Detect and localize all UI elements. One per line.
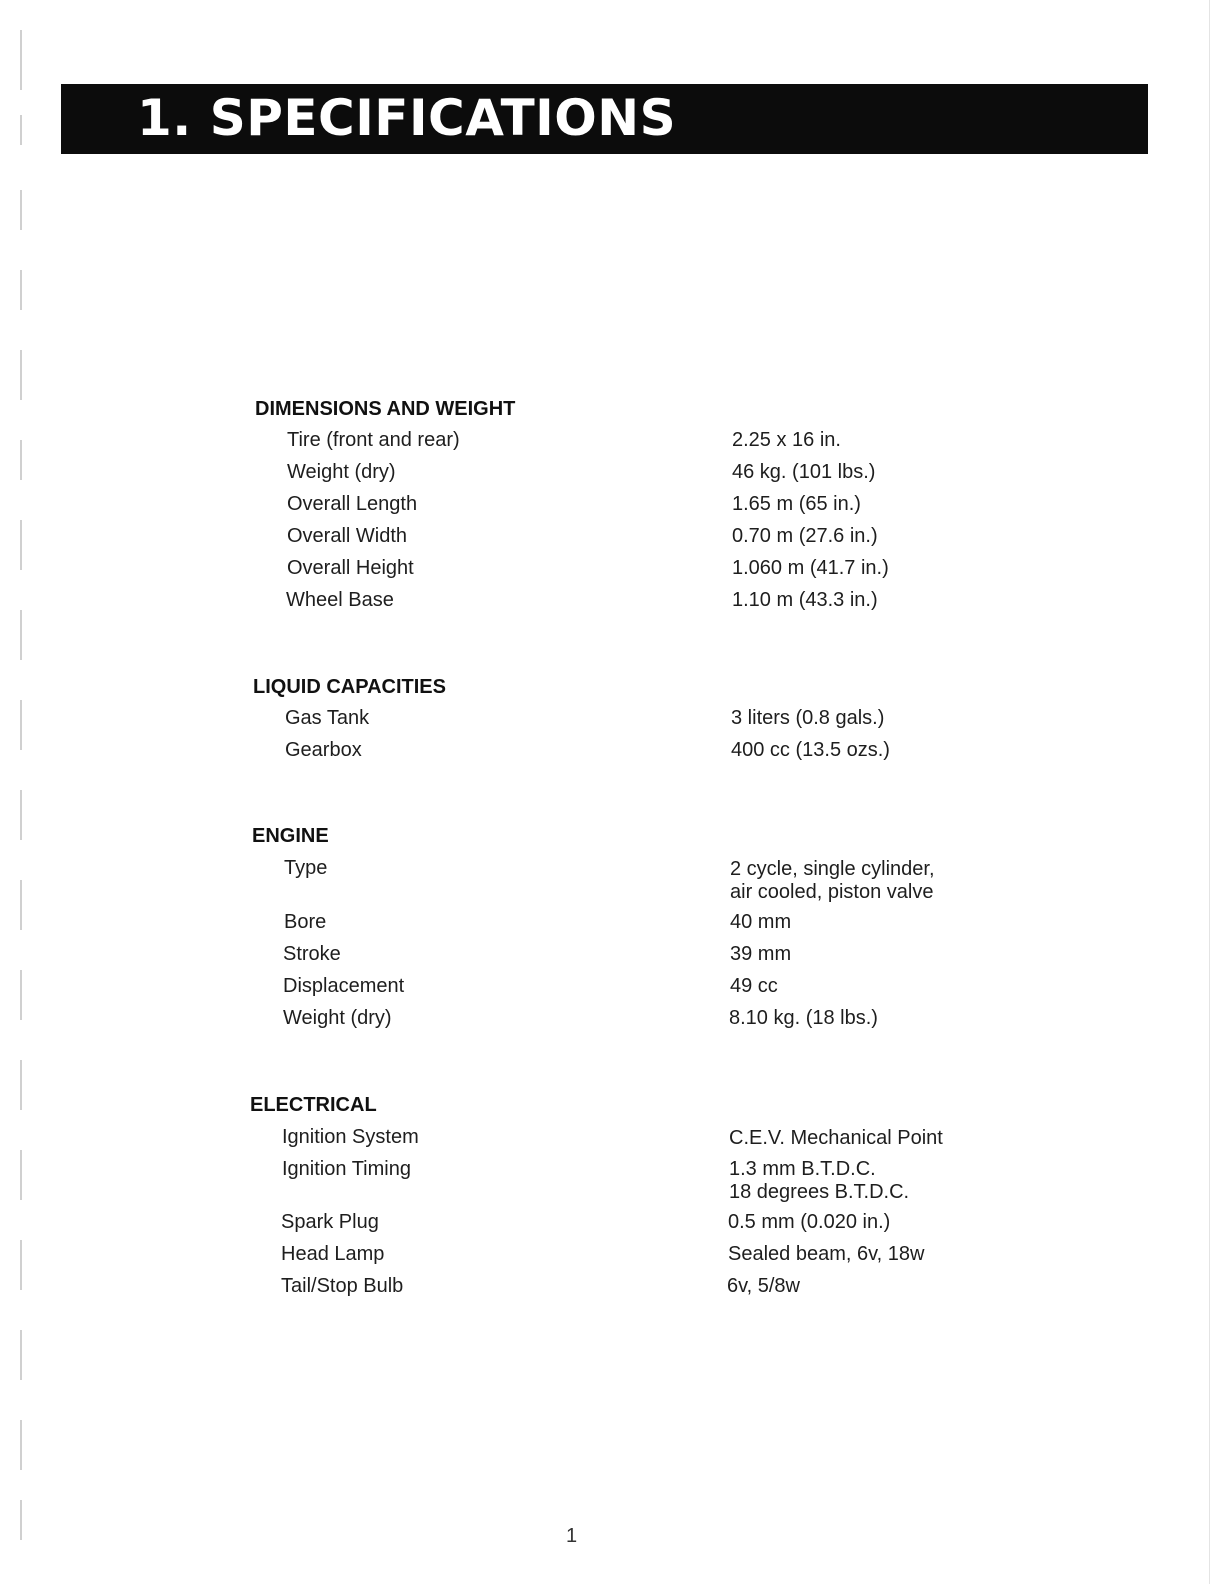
spec-label: Weight (dry) — [287, 461, 396, 483]
spec-label: Overall Length — [287, 493, 418, 515]
binding-mark — [20, 1420, 22, 1470]
binding-mark — [20, 190, 22, 230]
page-title: 1. SPECIFICATIONS — [137, 89, 677, 147]
spec-value: 3 liters (0.8 gals.) — [731, 707, 885, 729]
spec-value: 1.65 m (65 in.) — [732, 493, 861, 515]
spec-label: Head Lamp — [281, 1243, 385, 1265]
binding-mark — [20, 350, 22, 400]
section-heading-electrical: ELECTRICAL — [250, 1094, 377, 1116]
spec-label: Overall Height — [287, 557, 414, 579]
page-edge — [1209, 0, 1210, 1584]
section-heading-dimensions: DIMENSIONS AND WEIGHT — [255, 398, 516, 420]
spec-value: 400 cc (13.5 ozs.) — [731, 739, 890, 761]
spec-value: 2 cycle, single cylinder, air cooled, piston valve — [730, 858, 935, 903]
binding-mark — [20, 1060, 22, 1110]
spec-value: 0.5 mm (0.020 in.) — [728, 1211, 891, 1233]
binding-mark — [20, 1150, 22, 1200]
binding-mark — [20, 970, 22, 1020]
spec-value: 0.70 m (27.6 in.) — [732, 525, 878, 547]
spec-label: Gearbox — [285, 739, 362, 761]
spec-value: 39 mm — [730, 943, 792, 965]
section-heading-engine: ENGINE — [252, 825, 329, 847]
spec-value: 40 mm — [730, 911, 792, 933]
binding-mark — [20, 1240, 22, 1290]
binding-mark — [20, 30, 22, 90]
spec-value: Sealed beam, 6v, 18w — [728, 1243, 925, 1265]
spec-label: Ignition Timing — [282, 1158, 411, 1180]
spec-label: Bore — [284, 911, 327, 933]
spec-label: Wheel Base — [286, 589, 394, 611]
binding-mark — [20, 700, 22, 750]
spec-label: Tire (front and rear) — [287, 429, 460, 451]
spec-value: C.E.V. Mechanical Point — [729, 1127, 943, 1149]
spec-label: Tail/Stop Bulb — [281, 1275, 404, 1297]
spec-label: Stroke — [283, 943, 341, 965]
spec-label: Weight (dry) — [283, 1007, 392, 1029]
title-bar — [61, 84, 1148, 154]
page-number: 1 — [566, 1525, 578, 1547]
binding-mark — [20, 520, 22, 570]
spec-value: 2.25 x 16 in. — [732, 429, 841, 451]
binding-mark — [20, 790, 22, 840]
spec-value: 1.10 m (43.3 in.) — [732, 589, 878, 611]
spec-value: 8.10 kg. (18 lbs.) — [729, 1007, 878, 1029]
binding-mark — [20, 1330, 22, 1380]
spec-label: Spark Plug — [281, 1211, 379, 1233]
spec-value: 1.060 m (41.7 in.) — [732, 557, 889, 579]
binding-mark — [20, 440, 22, 480]
binding-mark — [20, 880, 22, 930]
spec-value: 46 kg. (101 lbs.) — [732, 461, 876, 483]
spec-label: Gas Tank — [285, 707, 370, 729]
binding-mark — [20, 1500, 22, 1540]
spec-value: 6v, 5/8w — [727, 1275, 800, 1297]
spec-label: Type — [284, 857, 328, 879]
spec-value: 1.3 mm B.T.D.C. 18 degrees B.T.D.C. — [729, 1158, 910, 1203]
spec-label: Ignition System — [282, 1126, 419, 1148]
binding-mark — [20, 115, 22, 145]
spec-label: Displacement — [283, 975, 405, 997]
binding-mark — [20, 270, 22, 310]
binding-mark — [20, 610, 22, 660]
section-heading-liquid: LIQUID CAPACITIES — [253, 676, 446, 698]
spec-label: Overall Width — [287, 525, 408, 547]
spec-value: 49 cc — [730, 975, 778, 997]
